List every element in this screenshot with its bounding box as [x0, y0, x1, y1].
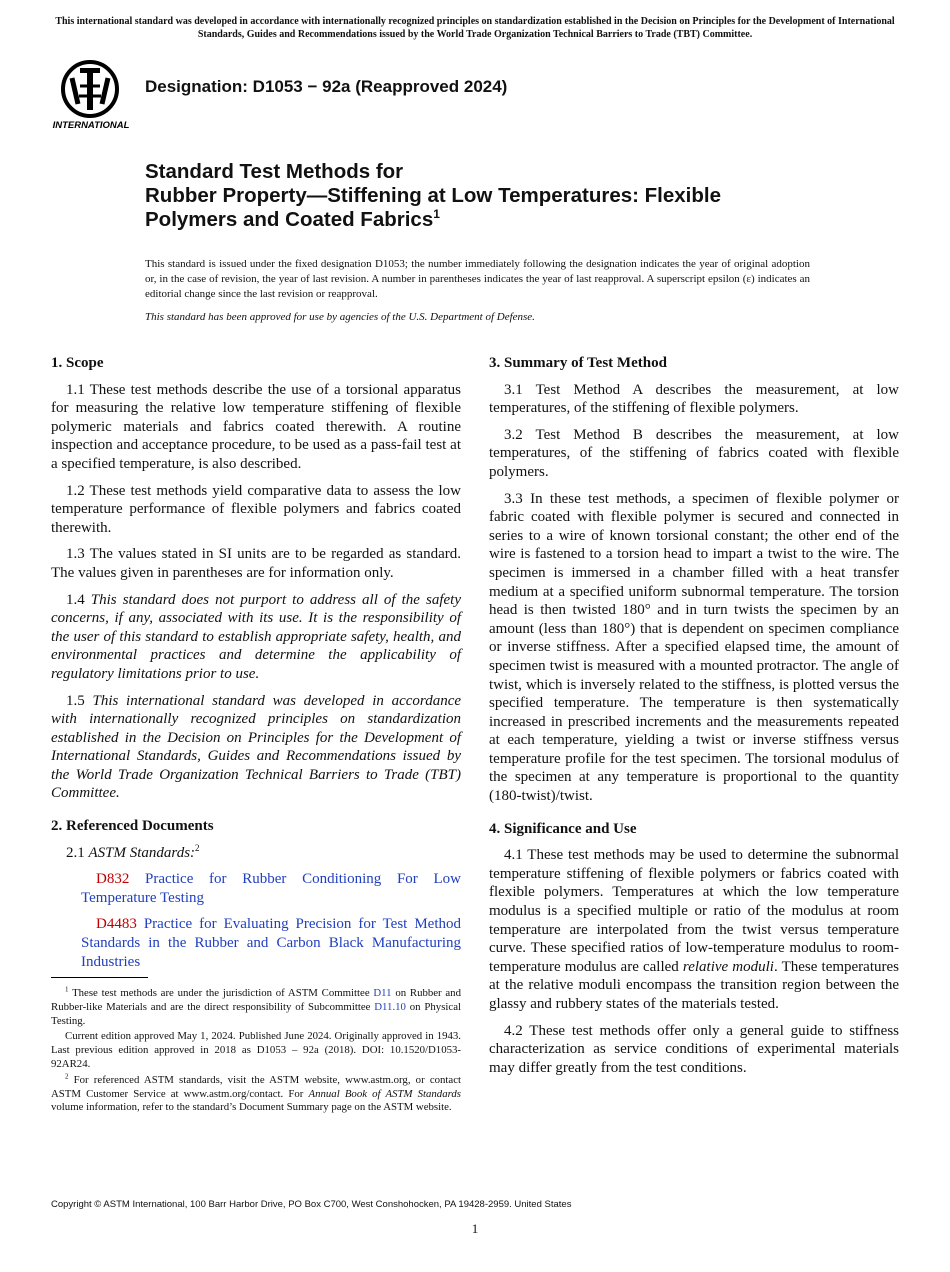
para-4-1: [489, 846, 899, 1013]
reference-code-link[interactable]: D4483: [96, 916, 137, 933]
edition-note: Current edition approved May 1, 2024. Published June 2024. Originally approved in 1943. Last previous edition approved in 2018 as D1053 – 92a (2018). DOI: 10.1520/D1053-92AR24.: [51, 1030, 461, 1070]
title-line-2: Rubber Property—Stiffening at Low Temperatures: Flexible: [145, 184, 721, 207]
referenced-documents-heading: 2. Referenced Documents: [51, 818, 214, 835]
astm-logo-icon: [50, 56, 136, 132]
significance-heading: 4. Significance and Use: [489, 820, 637, 837]
title-line-1: Standard Test Methods for: [145, 160, 404, 183]
para-3-2: 3.2 Test Method B describes the measurement, at low temperatures, of the stiffening of fabrics coated with flexible polymers.: [489, 426, 899, 480]
subsection-label: ASTM Standards:: [88, 844, 196, 861]
designation: Designation: D1053 − 92a (Reapproved 2024): [145, 77, 508, 96]
reference-d4483: [51, 915, 461, 971]
page-number: 1: [471, 1221, 479, 1236]
reference-title-link[interactable]: Practice for Rubber Conditioning For Low Temperature Testing: [81, 871, 461, 906]
document-title: [145, 160, 885, 232]
dod-approval-note: This standard has been approved for use by agencies of the U.S. Department of Defense.: [145, 311, 535, 323]
title-line-3: Polymers and Coated Fabrics: [145, 208, 434, 231]
footnote-2-italic: Annual Book of ASTM Standards: [308, 1087, 461, 1100]
footnote-2-mark: 2: [195, 842, 200, 853]
footnote-1-text-b: on Rubber and Rubber-like Materials and are the direct responsibility of Subcommittee: [51, 987, 461, 1013]
para-1-1: 1.1 These test methods describe the use of a torsional apparatus for measuring the relative low temperature stiffening of flexible polymeric materials and fabrics coated therewith. A routine inspection and acceptance procedure, to be used as a pass-fail test at a specified temperature, is also described.: [51, 381, 461, 472]
intro-paragraph: This standard is issued under the fixed designation D1053; the number immediately following the designation indicates the year of original adoption or, in the case of revision, the year of last revision. A number in parentheses indicates the year of last reapproval. A superscript epsilon (ε) indicates an editorial change since the last revision or reapproval.: [145, 258, 810, 300]
para-4-2: 4.2 These test methods offer only a general guide to stiffness characterization as service conditions of experimental materials may differ greatly from the test conditions.: [489, 1022, 899, 1076]
title-footnote-mark: 1: [433, 207, 440, 222]
reference-d832: [51, 870, 461, 907]
right-column: [489, 354, 899, 1085]
para-3-1: 3.1 Test Method A describes the measurement, at low temperatures, of the stiffening of flexible polymers.: [489, 381, 899, 417]
left-column: [51, 354, 461, 979]
reference-code-link[interactable]: D832: [96, 871, 130, 888]
para-1-4-text: This standard does not purport to address all of the safety concerns, if any, associated with its use. It is the responsibility of the user of this standard to establish appropriate safety, health, and environmental practices and determine the applicability of regulatory limitations prior to use.: [51, 591, 461, 682]
para-4-1-text-b: . These temperatures at the relative moduli encompass the transition region between the glassy and rubbery states of the materials tested.: [489, 958, 899, 1012]
para-1-4: [51, 591, 461, 684]
subcommittee-d11-10-link[interactable]: D11.10: [374, 1000, 406, 1013]
footnote-divider: [51, 977, 148, 978]
footnote-1-mark: 1: [65, 985, 69, 994]
para-1-3: 1.3 The values stated in SI units are to be regarded as standard. The values given in parentheses are for information only.: [51, 546, 461, 581]
para-4-1-text-a: 4.1 These test methods may be used to determine the subnormal temperature stiffening of flexible polymers or fabrics coated with flexible polymers. Temperatures at which the low temperature modulus is a specified multiple or ratio of the modulus at room temperature are interpolated from the twist versus temperature curve. These specified ratios of low-temperature modulus to room-temperature modulus are called: [489, 847, 899, 975]
para-1-5: [51, 692, 461, 804]
astm-standards-subheading: [51, 844, 461, 863]
scope-heading: 1. Scope: [51, 355, 104, 371]
logo-text: INTERNATIONAL: [52, 120, 130, 131]
para-1-4-number: 1.4: [66, 591, 91, 608]
committee-d11-link[interactable]: D11: [373, 987, 392, 999]
international-standard-notice: This international standard was developed in accordance with internationally recognized principles on standardization established in the Decision on Principles for the Development of International Standards, Guides and Recommendations issued by the World Trade Organization Technical Barriers to Trade (TBT) Committee.: [55, 16, 895, 40]
para-1-5-text: This international standard was developed in accordance with internationally recognized principles on standardization established in the Decision on Principles for the Development of International Standards, Guides and Recommendations issued by the World Trade Organization Technical Barriers to Trade (TBT) Committee.: [51, 692, 462, 802]
footnotes: [51, 987, 461, 1117]
para-1-5-number: 1.5: [66, 692, 93, 709]
para-3-3: 3.3 In these test methods, a specimen of flexible polymer or fabric coated with flexible polymer is secured and connected in series to a wire of known torsional constant; the other end of the wire is fastened to a torsion head to impart a twist to the wire. The specimen is immersed in a chamber filled with a heat transfer medium at a specified uniform subnormal temperature. The torsion head is then twisted 180° and in turn twists the specimen by an amount (less than 180°) that is dependent on specimen compliance or inverse stiffness. After a specified elapsed time, the amount of specimen twist is measured with a mounted protractor. The angle of twist, which is inversely related to the stiffness, is plotted versus the specified temperature. The temperature is then systematically increased in prescribed increments and the measurements repeated at each temperature, yielding a twist or inverse stiffness versus temperature profile for the test specimen. The torsional modulus of the specimen at any temperature is proportional to the quantity (180-twist)/twist.: [489, 490, 899, 805]
footnote-2-text-a: For referenced ASTM standards, visit the ASTM website, www.astm.org, or contact ASTM Customer Service at www.astm.org/contact. For: [51, 1073, 461, 1100]
copyright-footer: Copyright © ASTM International, 100 Barr Harbor Drive, PO Box C700, West Conshohocken, PA 19428-2959. United States: [51, 1199, 572, 1210]
footnote-1-text-c: on Physical Testing.: [51, 1000, 461, 1027]
footnote-2: [51, 1074, 461, 1115]
para-4-1-italic: relative moduli: [682, 958, 774, 975]
summary-heading: 3. Summary of Test Method: [489, 355, 667, 371]
footnote-2-mark: 2: [65, 1072, 69, 1081]
subsection-number: 2.1: [66, 844, 89, 861]
footnote-2-text-b: volume information, refer to the standard’s Document Summary page on the ASTM website.: [51, 1101, 452, 1114]
footnote-1-text-a: These test methods are under the jurisdiction of ASTM Committee: [72, 987, 374, 999]
footnote-1: [51, 987, 461, 1028]
reference-title-link[interactable]: Practice for Evaluating Precision for Test Method Standards in the Rubber and Carbon Black Manufacturing Industries: [81, 916, 461, 970]
para-1-2: 1.2 These test methods yield comparative data to assess the low temperature performance of flexible polymers and fabrics coated therewith.: [51, 482, 461, 536]
